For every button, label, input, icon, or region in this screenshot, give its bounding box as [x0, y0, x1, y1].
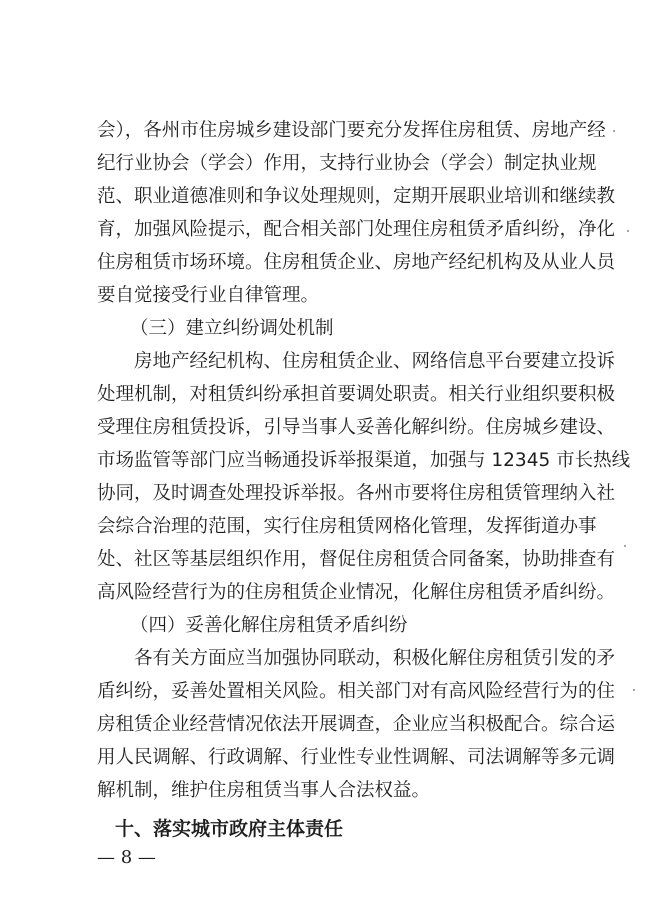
paragraph-3-line-3: 房租赁企业经营情况依法开展调查，企业应当积极配合。综合运 [97, 714, 616, 735]
subheading-4: （四）妥善化解住房租赁矛盾纠纷 [130, 615, 408, 636]
paragraph-3-line-2: 盾纠纷，妥善处置相关风险。相关部门对有高风险经营行为的住 [97, 681, 616, 702]
paragraph-2-line-3: 受理住房租赁投诉，引导当事人妥善化解纠纷。住房城乡建设、 [97, 417, 616, 438]
section-heading: 十、落实城市政府主体责任 [115, 818, 344, 840]
paragraph-1-line-2: 纪行业协会（学会）作用，支持行业协会（学会）制定执业规 [97, 153, 597, 174]
paragraph-1-line-1: 会），各州市住房城乡建设部门要充分发挥住房租赁、房地产经 [97, 120, 606, 141]
subheading-3: （三）建立纠纷调处机制 [130, 318, 334, 339]
paragraph-2-line-8: 高风险经营行为的住房租赁企业情况，化解住房租赁矛盾纠纷。 [97, 582, 616, 603]
scan-speck [627, 230, 629, 232]
scan-speck [624, 545, 626, 547]
paragraph-3-line-5: 解机制，维护住房租赁当事人合法权益。 [97, 780, 431, 801]
paragraph-1-line-4: 育，加强风险提示，配合相关部门处理住房租赁矛盾纠纷，净化 [97, 219, 616, 240]
paragraph-1-line-6: 要自觉接受行业自律管理。 [97, 285, 320, 306]
paragraph-2-line-5: 协同，及时调查处理投诉举报。各州市要将住房租赁管理纳入社 [97, 483, 616, 504]
scan-speck [613, 130, 615, 132]
paragraph-1-line-3: 范、职业道德准则和争议处理规则，定期开展职业培训和继续教 [97, 186, 616, 207]
paragraph-3-line-4: 用人民调解、行政调解、行业性专业性调解、司法调解等多元调 [97, 747, 616, 768]
paragraph-2-line-7: 处、社区等基层组织作用，督促住房租赁合同备案，协助排查有 [97, 549, 616, 570]
paragraph-1-line-5: 住房租赁市场环境。住房租赁企业、房地产经纪机构及从业人员 [97, 252, 616, 273]
paragraph-3-line-1: 各有关方面应当加强协同联动，积极化解住房租赁引发的矛 [134, 648, 616, 669]
page-number: — 8 — [97, 847, 156, 868]
scan-speck [633, 689, 635, 691]
paragraph-2-line-6: 会综合治理的范围，实行住房租赁网格化管理，发挥街道办事 [97, 516, 597, 537]
paragraph-2-line-1: 房地产经纪机构、住房租赁企业、网络信息平台要建立投诉 [134, 351, 616, 372]
paragraph-2-line-4: 市场监管等部门应当畅通投诉举报渠道，加强与 12345 市长热线 [97, 450, 631, 471]
paragraph-2-line-2: 处理机制，对租赁纠纷承担首要调处职责。相关行业组织要积极 [97, 384, 616, 405]
